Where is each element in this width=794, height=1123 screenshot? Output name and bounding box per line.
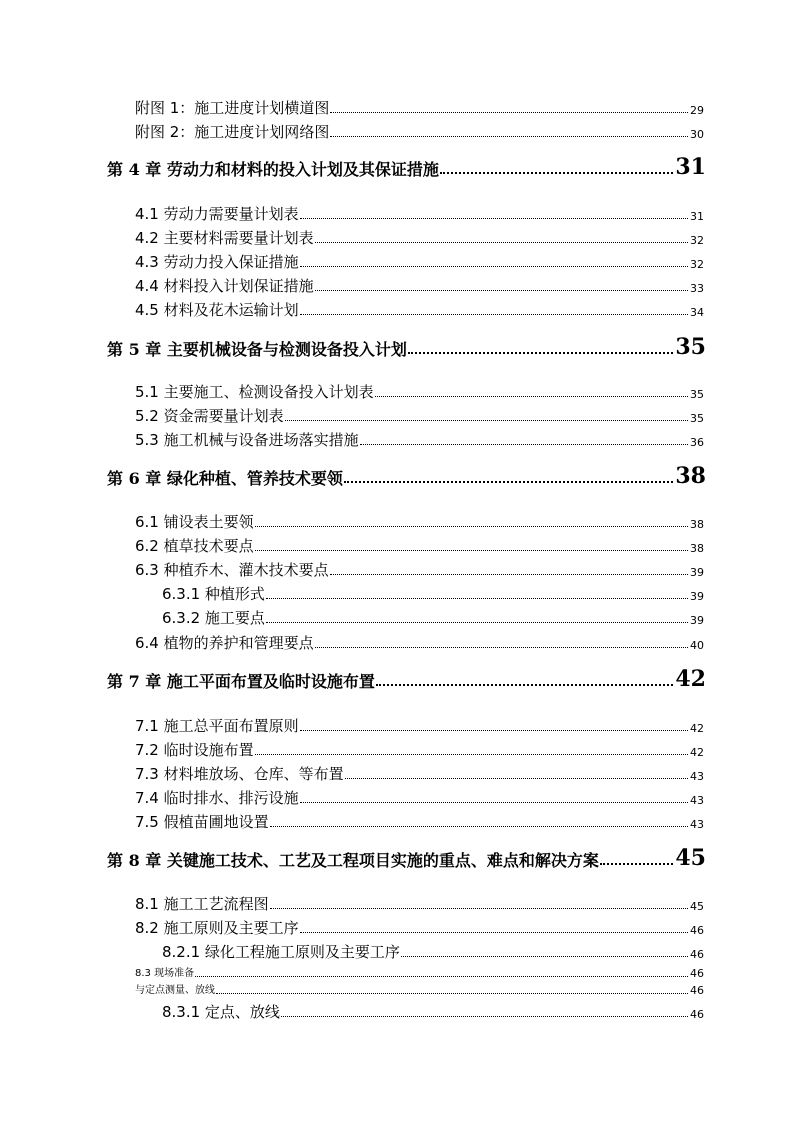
toc-entry-page: 29	[690, 104, 704, 117]
dot-leader	[300, 218, 688, 219]
toc-entry-label: 7.5 假植苗圃地设置	[135, 813, 269, 831]
toc-chapter-page: 45	[675, 845, 706, 871]
toc-subentry[interactable]	[162, 587, 704, 602]
dot-leader	[600, 863, 674, 865]
dot-leader	[330, 574, 688, 575]
toc-entry[interactable]	[135, 743, 704, 758]
toc-entry[interactable]	[135, 207, 704, 222]
toc-entry-label: 6.3.2 施工要点	[162, 609, 265, 627]
toc-entry-label: 8.3.1 定点、放线	[162, 1003, 280, 1021]
toc-entry-page: 33	[690, 282, 704, 295]
dot-leader	[401, 956, 688, 957]
toc-entry[interactable]	[135, 385, 704, 400]
toc-entry-page: 31	[690, 210, 704, 223]
toc-entry-page: 45	[690, 900, 704, 913]
dot-leader	[300, 266, 688, 267]
toc-chapter-page: 42	[675, 666, 706, 692]
toc-entry-page: 38	[690, 542, 704, 555]
toc-entry[interactable]	[135, 101, 704, 116]
dot-leader	[344, 481, 674, 483]
dot-leader	[375, 396, 688, 397]
toc-entry-page: 34	[690, 306, 704, 319]
toc-entry-page: 39	[690, 614, 704, 627]
dot-leader	[216, 993, 688, 994]
dot-leader	[300, 730, 688, 731]
toc-entry-page: 40	[690, 639, 704, 652]
toc-entry[interactable]	[135, 791, 704, 806]
toc-entry-small[interactable]	[135, 968, 704, 979]
toc-entry-page: 38	[690, 518, 704, 531]
toc-chapter-label: 第 7 章 施工平面布置及临时设施布置	[107, 672, 375, 691]
toc-entry-label: 4.4 材料投入计划保证措施	[135, 277, 314, 295]
toc-entry-page: 32	[690, 258, 704, 271]
dot-leader	[285, 420, 688, 421]
toc-chapter-label: 第 5 章 主要机械设备与检测设备投入计划	[107, 340, 407, 359]
dot-leader	[345, 778, 688, 779]
dot-leader	[300, 802, 688, 803]
toc-entry-label: 6.3 种植乔木、灌木技术要点	[135, 561, 329, 579]
dot-leader	[300, 314, 688, 315]
toc-entry-label: 7.4 临时排水、排污设施	[135, 789, 299, 807]
toc-entry[interactable]	[135, 563, 704, 578]
toc-entry-label: 6.1 铺设表土要领	[135, 513, 254, 531]
dot-leader	[330, 112, 688, 113]
toc-entry-page: 43	[690, 794, 704, 807]
toc-entry-label: 4.1 劳动力需要量计划表	[135, 205, 299, 223]
toc-entry[interactable]	[135, 279, 704, 294]
toc-entry[interactable]	[135, 767, 704, 782]
toc-entry-page: 43	[690, 818, 704, 831]
toc-entry[interactable]	[135, 719, 704, 734]
dot-leader	[255, 754, 688, 755]
toc-chapter[interactable]	[107, 668, 706, 690]
toc-entry-label: 8.2 施工原则及主要工序	[135, 919, 299, 937]
toc-entry-page: 43	[690, 770, 704, 783]
dot-leader	[300, 932, 688, 933]
dot-leader	[315, 290, 688, 291]
toc-chapter[interactable]	[107, 465, 706, 487]
toc-entry-label: 5.3 施工机械与设备进场落实措施	[135, 431, 359, 449]
toc-chapter-label: 第 6 章 绿化种植、管养技术要领	[107, 469, 343, 488]
toc-entry[interactable]	[135, 255, 704, 270]
toc-chapter-page: 31	[675, 154, 706, 180]
toc-entry-label: 6.4 植物的养护和管理要点	[135, 634, 314, 652]
toc-entry-label: 8.3 现场准备	[135, 968, 195, 979]
toc-entry[interactable]	[135, 636, 704, 651]
dot-leader	[270, 908, 688, 909]
toc-entry-label: 7.1 施工总平面布置原则	[135, 717, 299, 735]
toc-entry-page: 46	[690, 1008, 704, 1021]
toc-entry[interactable]	[135, 433, 704, 448]
toc-chapter-label: 第 8 章 关键施工技术、工艺及工程项目实施的重点、难点和解决方案	[107, 851, 599, 870]
toc-subentry[interactable]	[162, 1005, 704, 1020]
dot-leader	[440, 172, 674, 174]
toc-entry-page: 36	[690, 436, 704, 449]
dot-leader	[330, 136, 688, 137]
toc-entry-label: 4.5 材料及花木运输计划	[135, 301, 299, 319]
dot-leader	[195, 976, 688, 977]
toc-chapter[interactable]	[107, 847, 706, 869]
toc-chapter-label: 第 4 章 劳动力和材料的投入计划及其保证措施	[107, 160, 439, 179]
toc-entry-page: 46	[690, 948, 704, 961]
toc-entry-label: 5.1 主要施工、检测设备投入计划表	[135, 383, 374, 401]
toc-entry-label: 与定点测量、放线	[135, 985, 215, 996]
toc-chapter-page: 35	[675, 334, 706, 360]
toc-entry-label: 4.3 劳动力投入保证措施	[135, 253, 299, 271]
toc-entry[interactable]	[135, 921, 704, 936]
toc-entry[interactable]	[135, 125, 704, 140]
toc-entry-page: 42	[690, 722, 704, 735]
toc-entry[interactable]	[135, 231, 704, 246]
dot-leader	[270, 826, 688, 827]
dot-leader	[266, 622, 688, 623]
toc-entry[interactable]	[135, 515, 704, 530]
toc-subentry[interactable]	[162, 611, 704, 626]
dot-leader	[255, 550, 688, 551]
toc-chapter[interactable]	[107, 156, 706, 178]
toc-entry-small[interactable]	[135, 985, 704, 996]
toc-entry-label: 7.2 临时设施布置	[135, 741, 254, 759]
toc-entry-page: 46	[690, 984, 704, 997]
toc-subentry[interactable]	[162, 945, 704, 960]
dot-leader	[255, 526, 688, 527]
toc-chapter-page: 38	[675, 463, 706, 489]
toc-entry-label: 5.2 资金需要量计划表	[135, 407, 284, 425]
dot-leader	[315, 242, 688, 243]
toc-entry-label: 8.2.1 绿化工程施工原则及主要工序	[162, 943, 400, 961]
toc-entry-page: 39	[690, 590, 704, 603]
toc-chapter[interactable]	[107, 336, 706, 358]
toc-entry-label: 6.3.1 种植形式	[162, 585, 265, 603]
toc-entry-page: 35	[690, 412, 704, 425]
toc-entry[interactable]	[135, 815, 704, 830]
toc-entry-page: 42	[690, 746, 704, 759]
toc-entry-label: 6.2 植草技术要点	[135, 537, 254, 555]
dot-leader	[360, 444, 688, 445]
dot-leader	[281, 1016, 688, 1017]
toc-entry-page: 39	[690, 566, 704, 579]
dot-leader	[266, 598, 688, 599]
toc-entry-page: 46	[690, 924, 704, 937]
toc-entry-label: 7.3 材料堆放场、仓库、等布置	[135, 765, 344, 783]
toc-entry[interactable]	[135, 303, 704, 318]
toc-entry-label: 8.1 施工工艺流程图	[135, 895, 269, 913]
toc-entry[interactable]	[135, 897, 704, 912]
toc-entry-page: 35	[690, 388, 704, 401]
toc-entry-page: 32	[690, 234, 704, 247]
toc-entry-label: 附图 1：施工进度计划横道图	[135, 99, 330, 117]
toc-entry-label: 4.2 主要材料需要量计划表	[135, 229, 314, 247]
dot-leader	[408, 352, 674, 354]
dot-leader	[315, 647, 688, 648]
toc-entry-label: 附图 2：施工进度计划网络图	[135, 123, 330, 141]
toc-entry-page: 46	[690, 967, 704, 980]
toc-entry-page: 30	[690, 128, 704, 141]
toc-entry[interactable]	[135, 539, 704, 554]
dot-leader	[376, 684, 674, 686]
toc-entry[interactable]	[135, 409, 704, 424]
